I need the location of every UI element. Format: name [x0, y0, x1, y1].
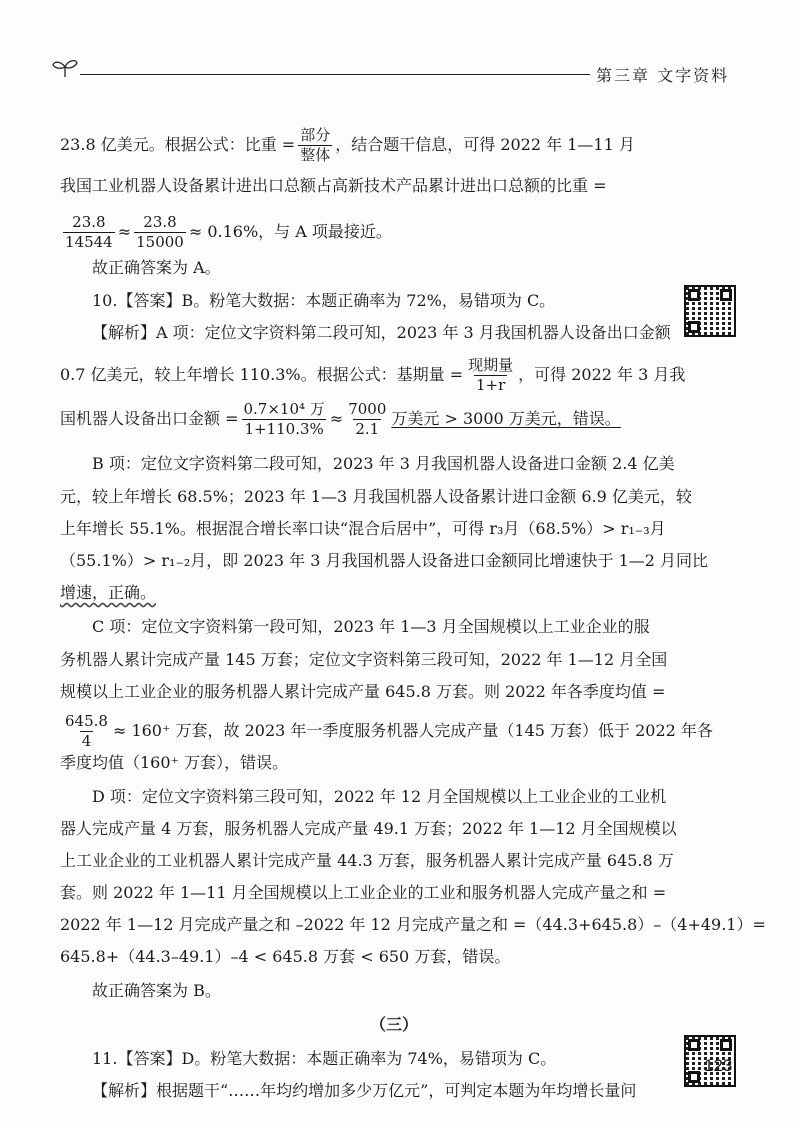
- text-segment: 国机器人设备出口金额 =: [60, 409, 239, 428]
- text-line: B 项：定位文字资料第二段可知，2023 年 3 月我国机器人设备进口金额 2.4 亿美: [92, 454, 675, 473]
- text-line: [60, 213, 392, 252]
- fraction-denominator: 整体: [300, 146, 331, 164]
- text-line: 故正确答案为 B。: [92, 981, 221, 1000]
- fraction-numerator: 645.8: [65, 712, 108, 730]
- text-line: [60, 712, 713, 751]
- text-segment: ≈: [329, 409, 344, 428]
- fraction: [298, 126, 332, 165]
- text-line: 我国工业机器人设备累计进出口总额占高新技术产品累计进出口总额的比重 =: [60, 176, 607, 195]
- text-segment: ≈ 0.16%，与 A 项最接近。: [188, 222, 392, 241]
- text-line: [60, 400, 621, 439]
- text-segment: ≈ 160⁺ 万套，故 2023 年一季度服务机器人完成产量（145 万套）低于 2022 年各: [112, 721, 713, 740]
- qr-code-icon[interactable]: [684, 285, 736, 337]
- text-line: 上工业企业的工业机器人累计完成产量 44.3 万套，服务机器人累计完成产量 645.8 万: [60, 851, 674, 870]
- text-line: [60, 356, 685, 395]
- text-segment: ≈: [117, 222, 132, 241]
- text-line: 故正确答案为 A。: [92, 258, 221, 277]
- text-line: 645.8+（44.3–49.1）–4 < 645.8 万套 < 650 万套，错误。: [60, 947, 511, 966]
- fraction-numerator: 部分: [300, 126, 331, 144]
- text-line: 元，较上年增长 68.5%；2023 年 1—3 月我国机器人设备累计进口金额 6.9 亿美元，较: [60, 487, 692, 506]
- text-line: 上年增长 55.1%。根据混合增长率口诀“混合后居中”，可得 r₃月（68.5%）> r₁₋₃月: [60, 519, 666, 538]
- fraction-denominator: 4: [81, 732, 92, 750]
- text-line: 器人完成产量 4 万套，服务机器人完成产量 49.1 万套；2022 年 1—12 月全国规模以: [60, 819, 677, 838]
- text-line: 增速，正确。: [60, 583, 157, 602]
- text-line: 季度均值（160⁺ 万套），错误。: [60, 753, 289, 772]
- fraction-denominator: 1+110.3%: [244, 420, 324, 438]
- fraction: [346, 400, 388, 439]
- text-line: 【解析】A 项：定位文字资料第二段可知，2023 年 3 月我国机器人设备出口金额: [92, 323, 671, 342]
- text-line: 11.【答案】D。粉笔大数据：本题正确率为 74%，易错项为 C。: [92, 1049, 557, 1068]
- section-heading: （三）: [370, 1015, 419, 1034]
- fraction-denominator: 14544: [65, 233, 113, 251]
- fraction: [134, 213, 186, 252]
- text-line: 规模以上工业企业的服务机器人累计完成产量 645.8 万套。则 2022 年各季度均值 =: [60, 682, 666, 701]
- fraction: [466, 356, 515, 395]
- text-line: [60, 126, 635, 165]
- fraction: [63, 712, 110, 751]
- text-segment: 万美元 > 3000 万美元，错误。: [391, 409, 621, 428]
- text-segment: ，可得 2022 年 3 月我: [518, 365, 686, 384]
- text-line: 10.【答案】B。粉笔大数据：本题正确率为 72%，易错项为 C。: [92, 291, 556, 310]
- text-line: 【解析】根据题干“……年均约增加多少万亿元”，可判定本题为年均增长量问: [92, 1081, 637, 1100]
- text-segment: ，结合题干信息，可得 2022 年 1—11 月: [335, 135, 635, 154]
- fraction-numerator: 23.8: [72, 213, 106, 231]
- fraction-denominator: 15000: [136, 233, 184, 251]
- text-line: 务机器人累计完成产量 145 万套；定位文字资料第三段可知，2022 年 1—12 月全国: [60, 650, 668, 669]
- text-line: C 项：定位文字资料第一段可知，2023 年 1—3 月全国规模以上工业企业的服: [92, 617, 650, 636]
- fraction: [63, 213, 115, 252]
- fraction-numerator: 0.7×10⁴ 万: [243, 400, 325, 418]
- text-line: 套。则 2022 年 1—11 月全国规模以上工业企业的工业和服务机器人完成产量之和 =: [60, 883, 667, 902]
- fraction-numerator: 23.8: [143, 213, 177, 231]
- fraction-numerator: 现期量: [468, 356, 514, 374]
- fraction-denominator: 1+r: [475, 376, 506, 394]
- fraction-numerator: 7000: [348, 400, 387, 418]
- chapter-title: 第三章 文字资料: [596, 66, 730, 85]
- text-line: （55.1%）> r₁₋₂月，即 2023 年 3 月我国机器人设备进口金额同比增速快于 1—2 月同比: [60, 551, 709, 570]
- text-line: 2022 年 1—12 月完成产量之和 –2022 年 12 月完成产量之和 =（44.3+645.8）–（4+49.1）=: [60, 915, 766, 934]
- text-line: D 项：定位文字资料第三段可知，2022 年 12 月全国规模以上工业企业的工业机: [92, 787, 667, 806]
- text-segment: 0.7 亿美元，较上年增长 110.3%。根据公式：基期量 =: [60, 365, 464, 384]
- page-number: 123: [704, 1056, 733, 1075]
- header-rule: [80, 74, 590, 75]
- fraction-denominator: 2.1: [355, 420, 380, 438]
- fraction: [242, 400, 327, 439]
- sprout-icon: [50, 55, 80, 79]
- text-segment: 23.8 亿美元。根据公式：比重 =: [60, 135, 296, 154]
